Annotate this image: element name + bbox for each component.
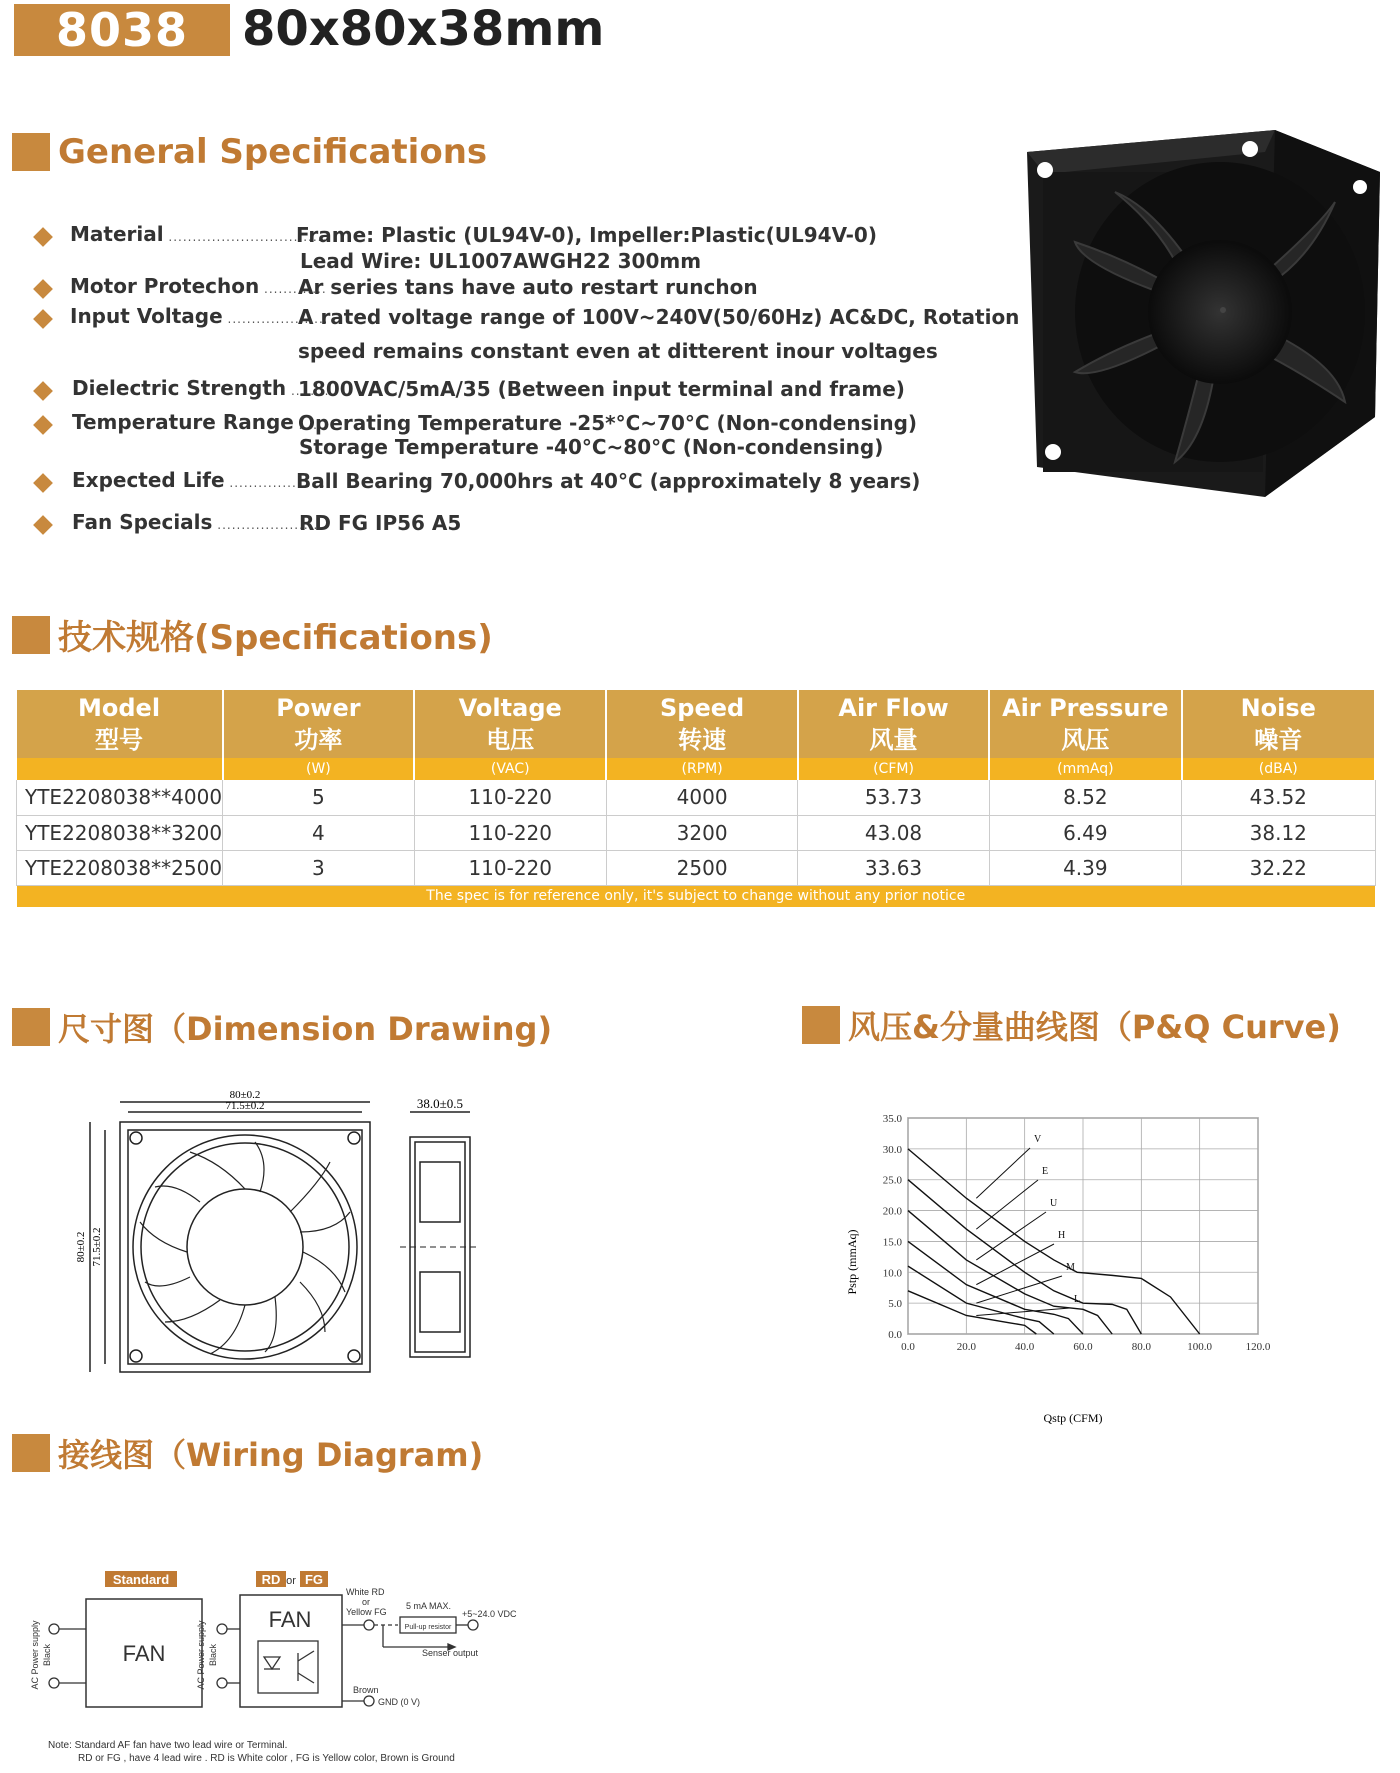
spec-label: Dielectric Strength ..... (72, 376, 328, 400)
units-row (17, 758, 1376, 780)
wiring-heading (12, 1430, 483, 1476)
unit-cell: (VAC) (414, 758, 606, 780)
fg-label: FG (304, 1572, 324, 1587)
unit-cell: (dBA) (1182, 758, 1375, 780)
cell-air-flow: 53.73 (798, 780, 989, 815)
spec-value-line2: Storage Temperature -40°C~80°C (Non-condensing) (299, 435, 884, 459)
heading-marker (12, 133, 50, 171)
header-model: Model 型号 (17, 690, 223, 758)
spec-value: Ar series tans have auto restart runchon (298, 275, 758, 299)
disclaimer-row (17, 885, 1376, 907)
unit-cell: (W) (223, 758, 415, 780)
header-voltage: Voltage 电压 (414, 690, 606, 758)
spec-value: Frame: Plastic (UL94V-0), Impeller:Plastic(UL94V-0) (296, 223, 877, 247)
x-tick-label: 20.0 (956, 1341, 976, 1353)
wiring-note-2: RD or FG , have 4 lead wire . RD is White color , FG is Yellow color, Brown is Ground (78, 1753, 455, 1764)
y-tick-label: 0.0 (888, 1329, 902, 1341)
specs-heading (12, 610, 493, 659)
cell-voltage: 110-220 (414, 780, 606, 815)
x-tick-label: 0.0 (901, 1341, 915, 1353)
series-label: L (1074, 1294, 1081, 1305)
cell-air-flow: 43.08 (798, 815, 989, 850)
cell-power: 4 (223, 815, 415, 850)
series-label: V (1034, 1134, 1042, 1145)
table-row (17, 850, 1376, 885)
wiring-diagram (28, 1565, 628, 1765)
table-row (17, 780, 1376, 815)
header-air-flow: Air Flow 风量 (798, 690, 989, 758)
diamond-bullet-icon (33, 515, 53, 535)
y-tick-label: 5.0 (888, 1298, 902, 1311)
spec-label: Expected Life ..... (72, 468, 328, 492)
specs-table (16, 690, 1376, 907)
cell-noise: 32.22 (1182, 850, 1375, 885)
unit-cell (17, 758, 223, 780)
spec-label: Material ..... (70, 222, 326, 246)
cell-model: YTE2208038**4000 (17, 780, 223, 815)
series-leader-line (976, 1180, 1038, 1229)
or-small-label: or (362, 1597, 371, 1607)
cell-speed: 4000 (606, 780, 798, 815)
x-tick-label: 100.0 (1187, 1341, 1213, 1353)
spec-label: Input Voltage ..... (70, 304, 326, 328)
unit-cell: (mmAq) (989, 758, 1181, 780)
spec-value-line2: Lead Wire: UL1007AWGH22 300mm (300, 249, 702, 273)
dimension-drawing (60, 1082, 480, 1402)
dim-depth: 38.0±0.5 (416, 1096, 464, 1111)
gnd-label: GND (0 V) (378, 1697, 421, 1707)
rd-label: RD (261, 1572, 281, 1587)
series-leader-line (976, 1212, 1046, 1260)
diamond-bullet-icon (33, 309, 53, 329)
vdc-label: +5~24.0 VDC (462, 1609, 517, 1619)
series-leader-line (976, 1148, 1030, 1198)
chart-series (908, 1134, 1200, 1334)
header-speed: Speed 转速 (606, 690, 798, 758)
rdfg-fan-label: FAN (268, 1607, 312, 1632)
brown-label: Brown (353, 1685, 379, 1695)
spec-value: Ball Bearing 70,000hrs at 40°C (approximately 8 years) (296, 469, 921, 493)
dimension-heading (12, 1004, 552, 1050)
fan-product-photo (1015, 112, 1395, 512)
cell-model: YTE2208038**2500 (17, 850, 223, 885)
dim-inner-width: 71.5±0.2 (225, 1100, 265, 1112)
chart-grid (908, 1118, 1258, 1334)
cell-model: YTE2208038**3200 (17, 815, 223, 850)
spec-value: A rated voltage range of 100V~240V(50/60Hz) AC&DC, Rotation (298, 305, 1020, 329)
general-specs-heading (12, 132, 487, 172)
dim-outer-width: 80±0.2 (229, 1089, 261, 1101)
spec-label: Fan Specials ..... (72, 510, 328, 534)
x-tick-label: 60.0 (1073, 1341, 1093, 1353)
standard-label: Standard (112, 1572, 170, 1587)
spec-value-line2: speed remains constant even at ditterent inour voltages (298, 339, 938, 363)
cell-voltage: 110-220 (414, 850, 606, 885)
spec-value: 1800VAC/5mA/35 (Between input terminal and frame) (298, 377, 905, 401)
heading-marker (12, 1008, 50, 1046)
heading-marker (12, 1434, 50, 1472)
y-tick-label: 20.0 (882, 1205, 902, 1218)
cell-noise: 38.12 (1182, 815, 1375, 850)
wiring-note-1: Note: Standard AF fan have two lead wire or Terminal. (48, 1740, 288, 1751)
spec-label: Temperature Range ..... (72, 410, 328, 434)
model-size: 80x80x38mm (242, 1, 605, 57)
cell-power: 3 (223, 850, 415, 885)
standard-ac-label: AC Power supply (30, 1620, 40, 1690)
series-leader-line (976, 1244, 1054, 1285)
spec-value: RD FG IP56 A5 (299, 511, 462, 535)
series-label: E (1042, 1166, 1049, 1177)
header-noise: Noise 噪音 (1182, 690, 1375, 758)
dim-inner-height: 71.5±0.2 (91, 1227, 103, 1267)
cell-noise: 43.52 (1182, 780, 1375, 815)
diamond-bullet-icon (33, 473, 53, 493)
table-row (17, 815, 1376, 850)
unit-cell: (CFM) (798, 758, 989, 780)
y-tick-label: 10.0 (882, 1267, 902, 1280)
rdfg-ac-label: AC Power supply (196, 1620, 206, 1690)
heading-marker (12, 616, 50, 654)
y-tick-label: 30.0 (882, 1143, 902, 1156)
dim-outer-height: 80±0.2 (75, 1231, 87, 1263)
header-air-pressure: Air Pressure 风压 (989, 690, 1181, 758)
x-axis-label: Qstp (CFM) (1043, 1411, 1103, 1425)
cell-air-pressure: 8.52 (989, 780, 1181, 815)
heading-marker (802, 1006, 840, 1044)
wiring-title: 接线图（Wiring Diagram) (58, 1436, 484, 1474)
cell-power: 5 (223, 780, 415, 815)
yellow-fg-label: Yellow FG (346, 1607, 387, 1617)
diamond-bullet-icon (33, 227, 53, 247)
y-tick-label: 15.0 (882, 1236, 902, 1249)
series-label: U (1050, 1198, 1058, 1209)
cell-speed: 3200 (606, 815, 798, 850)
cell-air-pressure: 6.49 (989, 815, 1181, 850)
spec-label: Motor Protechon ..... (70, 274, 326, 298)
unit-cell: (RPM) (606, 758, 798, 780)
x-tick-label: 120.0 (1245, 1341, 1271, 1353)
pq-title: 风压&分量曲线图（P&Q Curve) (848, 1008, 1341, 1046)
rd-or-label: or (286, 1575, 296, 1587)
y-tick-label: 35.0 (882, 1113, 902, 1125)
series-leader-line (976, 1276, 1062, 1303)
dimension-title: 尺寸图（Dimension Drawing) (58, 1010, 553, 1048)
model-badge: 8038 (14, 4, 230, 56)
cell-air-flow: 33.63 (798, 850, 989, 885)
general-specs-title: General Specifications (58, 132, 488, 172)
max-current-label: 5 mA MAX. (406, 1601, 452, 1611)
specs-title: 技术规格(Specifications) (58, 618, 493, 658)
x-tick-label: 40.0 (1015, 1341, 1035, 1353)
diamond-bullet-icon (33, 279, 53, 299)
cell-air-pressure: 4.39 (989, 850, 1181, 885)
pq-curve-chart (838, 1102, 1338, 1432)
sensor-label: Senser output (422, 1648, 479, 1658)
pullup-label: Pull-up resistor (404, 1624, 452, 1631)
series-label: H (1058, 1230, 1066, 1241)
pq-heading (802, 1002, 1341, 1048)
rdfg-black-label: Black (208, 1643, 218, 1667)
y-axis-label: Pstp (mmAq) (845, 1229, 859, 1295)
series-label: M (1066, 1262, 1075, 1273)
white-rd-label: White RD (346, 1587, 385, 1597)
cell-voltage: 110-220 (414, 815, 606, 850)
cell-speed: 2500 (606, 850, 798, 885)
spec-value: Operating Temperature -25*°C~70°C (Non-condensing) (298, 411, 918, 435)
y-tick-label: 25.0 (882, 1174, 902, 1187)
standard-fan-label: FAN (122, 1641, 166, 1666)
diamond-bullet-icon (33, 381, 53, 401)
standard-black-label: Black (42, 1643, 52, 1667)
disclaimer-text: The spec is for reference only, it's subject to change without any prior notice (17, 885, 1376, 907)
header-power: Power 功率 (223, 690, 415, 758)
x-tick-label: 80.0 (1131, 1341, 1151, 1353)
table-header-row (17, 690, 1376, 758)
diamond-bullet-icon (33, 415, 53, 435)
